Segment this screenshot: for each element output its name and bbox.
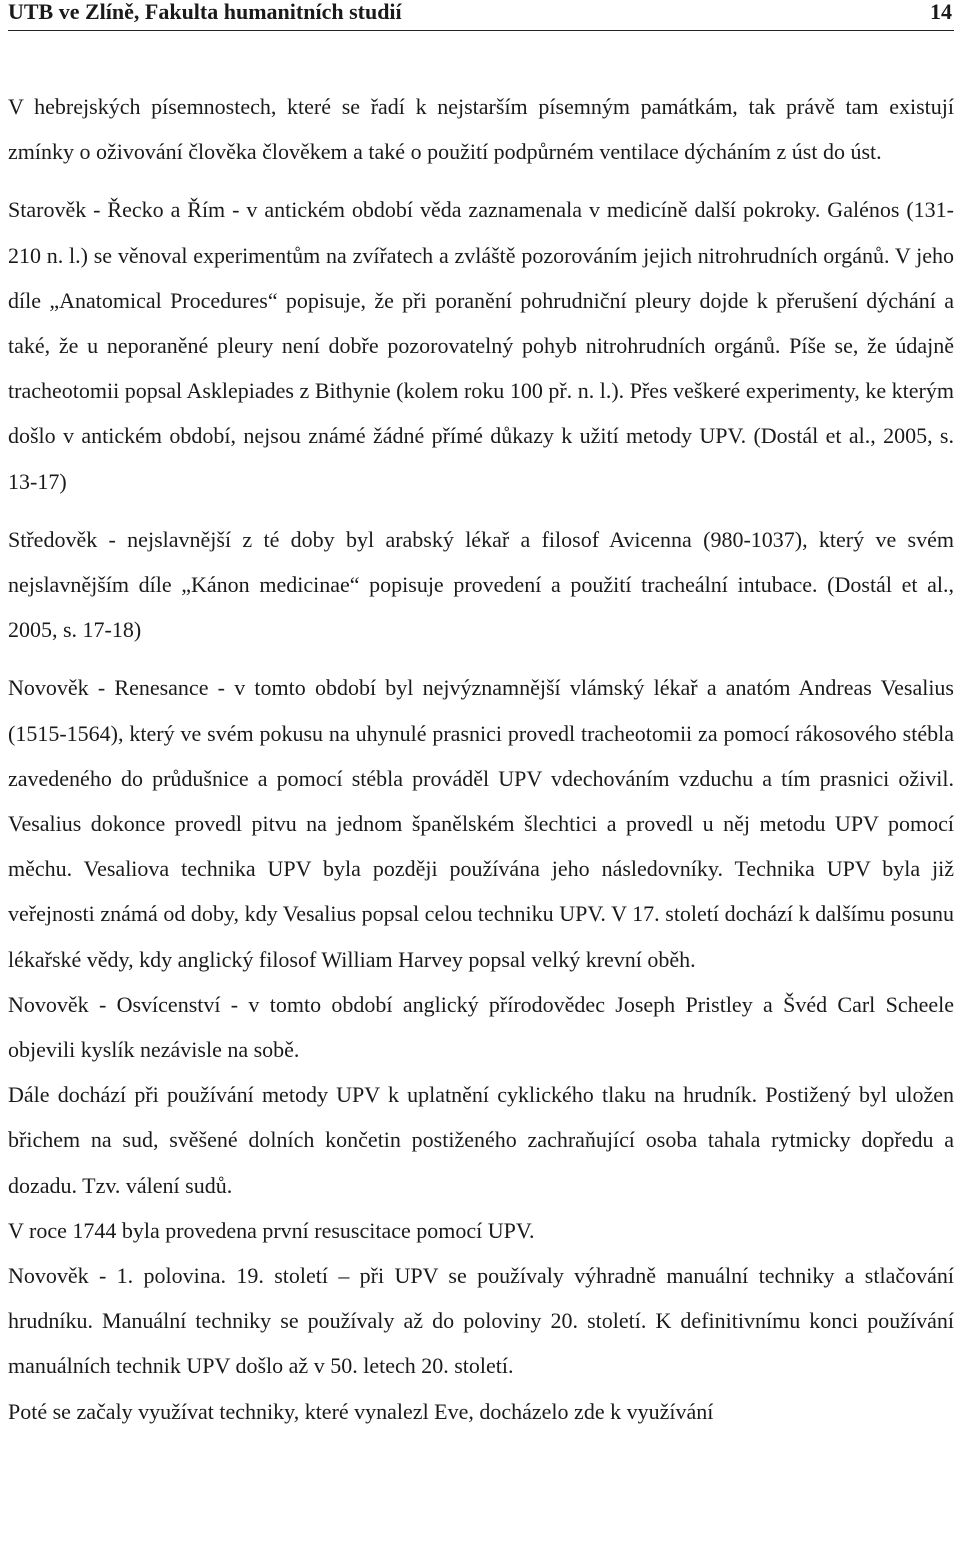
paragraph-renaissance: Novověk - Renesance - v tomto období byl nejvýznamnější vlámský lékař a anatóm Andreas Vesalius (1515-1564), který ve svém pokusu na uhynulé prasnici provedl tracheotomii za pomocí rákosového stébla zavedeného do průdušnice a pomocí stébla prováděl UPV vdechováním vzduchu a tím prasnici oživil. Vesalius dokonce provedl pitvu na jednom španělském šlechtici a provedl u něj metodu UPV pomocí měchu. Vesaliova technika UPV byla později používána jeho následovníky. Technika UPV byla již veřejnosti známá od doby, kdy Vesalius popsal celou techniku UPV. V 17. století dochází k dalšímu posunu lékařské vědy, kdy anglický filosof William Harvey popsal velký krevní oběh.	[8, 675, 954, 972]
document-body	[8, 84, 954, 1434]
paragraph-19th-century: Novověk - 1. polovina. 19. století – při UPV se používaly výhradně manuální techniky a stlačování hrudníku. Manuální techniky se používaly až do poloviny 20. století. K definitivnímu konci používání manuálních technik UPV došlo až v 50. letech 20. století.	[8, 1263, 954, 1379]
paragraph-middle-ages: Středověk - nejslavnější z té doby byl arabský lékař a filosof Avicenna (980-1037), který ve svém nejslavnějším díle „Kánon medicinae“ popisuje provedení a použití tracheální intubace. (Dostál et al., 2005, s. 17-18)	[8, 526, 954, 643]
paragraph-hebrew: V hebrejských písemnostech, které se řadí k nejstarším písemným památkám, tak právě tam existují zmínky o oživování člověka člověkem a také o použití podpůrném ventilace dýcháním z úst do úst.	[8, 94, 954, 165]
page-header	[8, 0, 954, 31]
page-number: 14	[930, 0, 952, 24]
paragraph-1744: V roce 1744 byla provedena první resuscitace pomocí UPV.	[8, 1217, 535, 1243]
paragraph-enlightenment: Novověk - Osvícenství - v tomto období anglický přírodovědec Joseph Pristley a Švéd Carl Scheele objevili kyslík nezávisle na sobě.	[8, 991, 954, 1063]
paragraph-barrel-method: Dále dochází při používání metody UPV k uplatnění cyklického tlaku na hrudník. Postižený byl uložen břichem na sud, svěšené dolních končetin postiženého zachraňující osoba tahala rytmicky dopředu a dozadu. Tzv. válení sudů.	[8, 1082, 954, 1198]
header-title: UTB ve Zlíně, Fakulta humanitních studií	[8, 0, 402, 24]
paragraph-antiquity: Starověk - Řecko a Řím - v antickém období věda zaznamenala v medicíně další pokroky. Galénos (131-210 n. l.) se věnoval experimentům na zvířatech a zvláště pozorováním jejich nitrohrudních orgánů. V jeho díle „Anatomical Procedures“ popisuje, že při poranění pohrudniční pleury dojde k přerušení dýchání a také, že u neporaněné pleury není dobře pozorovatelný pohyb nitrohrudních orgánů. Píše se, že údajně tracheotomii popsal Asklepiades z Bithynie (kolem roku 100 př. n. l.). Přes veškeré experimenty, ke kterým došlo v antickém období, nejsou známé žádné přímé důkazy k užití metody UPV. (Dostál et al., 2005, s. 13-17)	[8, 197, 954, 494]
paragraph-eve-techniques: Poté se začaly využívat techniky, které vynalezl Eve, docházelo zde k využívání	[8, 1398, 714, 1424]
